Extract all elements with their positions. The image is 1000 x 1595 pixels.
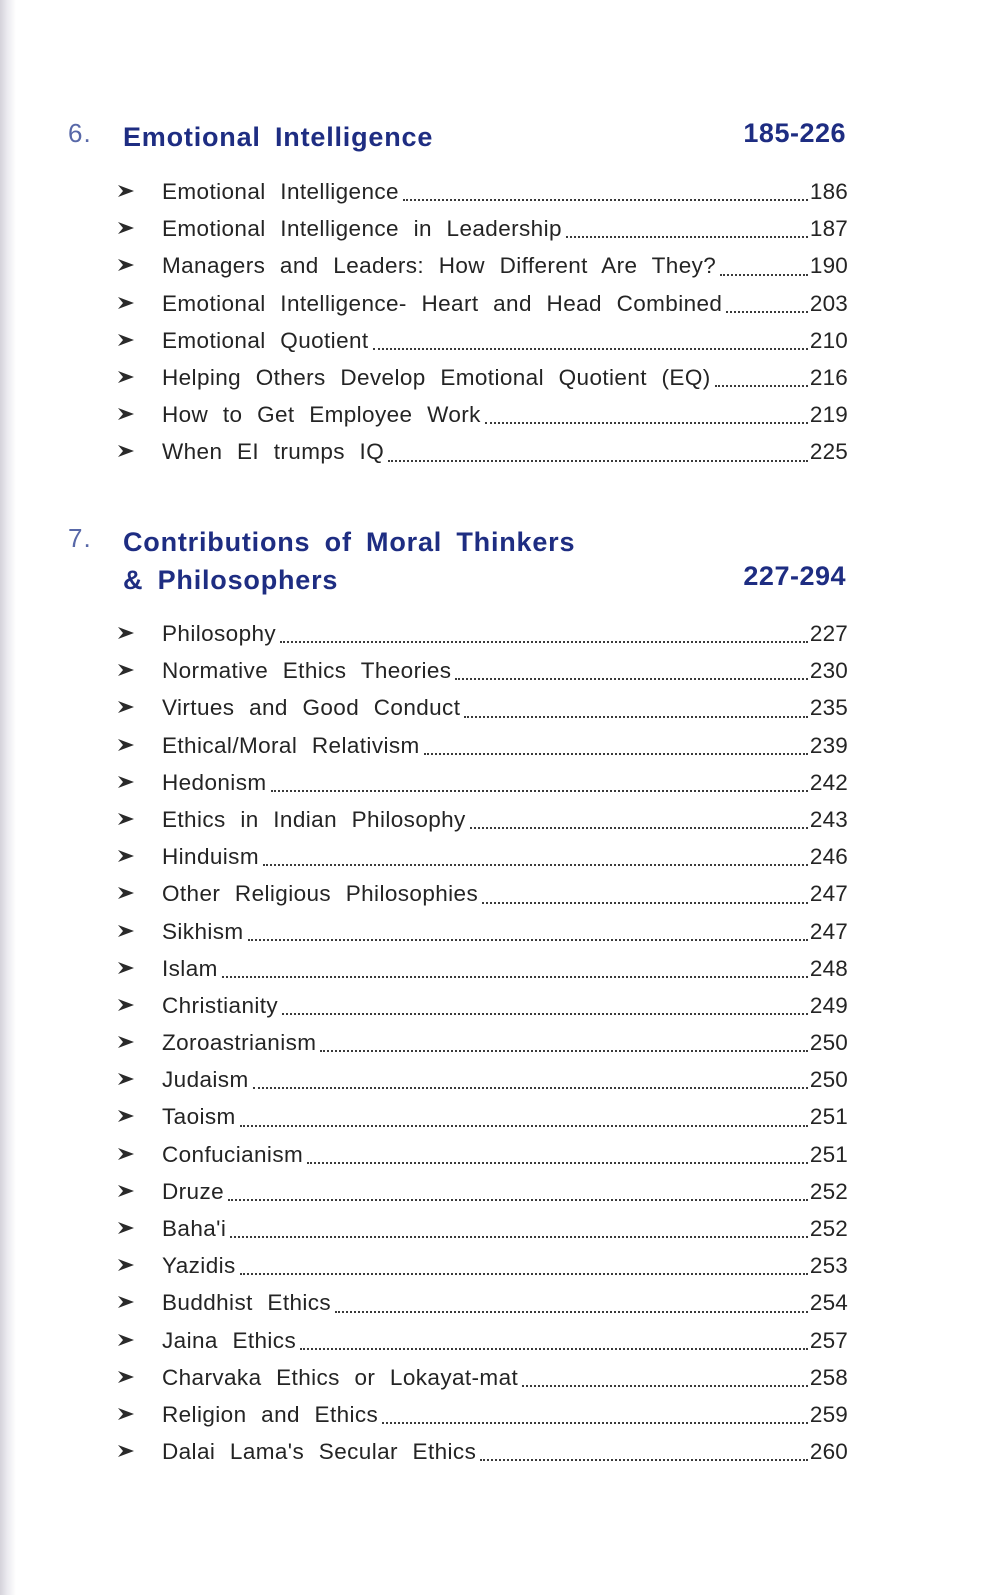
chapter-number: 7. [68,523,92,553]
toc-entry-page: 243 [809,806,848,832]
chapter-7-section [0,523,1000,1470]
toc-entry [0,433,1000,470]
arrowhead-bullet-icon [117,1359,139,1396]
toc-entry-label: Confucianism [162,1141,304,1167]
toc-entry [0,801,1000,838]
toc-entry [0,838,1000,875]
toc-entry-list [0,173,1000,471]
toc-entry-page: 251 [809,1104,848,1130]
dot-leader [470,826,808,829]
toc-entry [0,1322,1000,1359]
toc-entry-label: Jaina Ethics [162,1327,297,1353]
toc-entry-label: Hedonism [162,769,267,795]
toc-entry-label: Yazidis [162,1253,236,1279]
toc-entry-label: Judaism [162,1067,249,1093]
arrowhead-bullet-icon [117,875,139,912]
toc-entry-page: 216 [809,364,848,390]
toc-entry-page: 259 [809,1401,848,1427]
dot-leader [222,975,808,978]
toc-entry-line [162,396,848,433]
toc-entry-page: 190 [809,253,848,279]
toc-entry-label: Emotional Intelligence- Heart and Head Combined [162,290,723,316]
toc-entry-line [162,247,848,284]
toc-entry-page: 250 [809,1067,848,1093]
toc-entry [0,987,1000,1024]
toc-entry-line [162,1210,848,1247]
arrowhead-bullet-icon [117,322,139,359]
dot-leader [230,1235,808,1238]
arrowhead-bullet-icon [117,285,139,322]
arrowhead-bullet-icon [117,210,139,247]
dot-leader [335,1310,808,1313]
toc-entry [0,652,1000,689]
toc-entry [0,396,1000,433]
toc-entry [0,950,1000,987]
toc-entry-page: 257 [809,1327,848,1353]
toc-entry-line [162,913,848,950]
dot-leader [382,1421,808,1424]
toc-entry [0,1024,1000,1061]
arrowhead-bullet-icon [117,173,139,210]
dot-leader [522,1384,808,1387]
toc-entry-line [162,1061,848,1098]
dot-leader [464,715,808,718]
toc-entry-page: 187 [809,216,848,242]
toc-entry [0,875,1000,912]
dot-leader [480,1458,808,1461]
toc-entry-line [162,433,848,470]
arrowhead-bullet-icon [117,727,139,764]
chapter-title [123,523,683,599]
toc-entry-line [162,1247,848,1284]
toc-entry [0,1210,1000,1247]
toc-entry-page: 230 [809,658,848,684]
dot-leader [485,421,808,424]
toc-entry-label: Hinduism [162,844,259,870]
toc-entry [0,689,1000,726]
toc-entry-page: 210 [809,327,848,353]
toc-entry [0,322,1000,359]
arrowhead-bullet-icon [117,1061,139,1098]
arrowhead-bullet-icon [117,359,139,396]
toc-entry [0,359,1000,396]
toc-entry-line [162,1359,848,1396]
toc-entry-label: Normative Ethics Theories [162,658,452,684]
toc-entry-label: How to Get Employee Work [162,402,481,428]
dot-leader [228,1198,808,1201]
dot-leader [720,273,808,276]
arrowhead-bullet-icon [117,1024,139,1061]
dot-leader [455,677,807,680]
toc-entry-line [162,1322,848,1359]
toc-entry-page: 251 [809,1141,848,1167]
dot-leader [248,938,808,941]
toc-entry-page: 246 [809,844,848,870]
toc-entry-label: Buddhist Ethics [162,1290,332,1316]
toc-entry-label: Taoism [162,1104,236,1130]
toc-entry [0,1173,1000,1210]
arrowhead-bullet-icon [117,1247,139,1284]
toc-entry [0,764,1000,801]
toc-entry-line [162,173,848,210]
toc-entry-line [162,1136,848,1173]
arrowhead-bullet-icon [117,1322,139,1359]
chapter-number: 6. [68,118,92,148]
toc-entry [0,173,1000,210]
arrowhead-bullet-icon [117,1396,139,1433]
toc-entry [0,1284,1000,1321]
toc-entry-line [162,1024,848,1061]
dot-leader [263,863,808,866]
chapter-page-range: 227-294 [743,561,846,591]
toc-entry [0,285,1000,322]
toc-entry [0,1136,1000,1173]
toc-entry-label: Islam [162,955,218,981]
toc-entry-line [162,322,848,359]
toc-entry-label: Emotional Intelligence [162,179,399,204]
dot-leader [300,1347,808,1350]
toc-entry-label: Dalai Lama's Secular Ethics [162,1439,477,1465]
toc-entry-line [162,727,848,764]
toc-entry-page: 242 [809,769,848,795]
toc-entry [0,615,1000,652]
arrowhead-bullet-icon [117,1173,139,1210]
toc-entry-label: Ethical/Moral Relativism [162,732,420,758]
toc-entry-line [162,689,848,726]
toc-entry [0,1061,1000,1098]
toc-entry-page: 252 [809,1178,848,1204]
toc-entry-label: Christianity [162,992,279,1018]
toc-entry-line [162,359,848,396]
dot-leader [282,1012,808,1015]
toc-entry-line [162,875,848,912]
toc-entry [0,1098,1000,1135]
toc-entry [0,1433,1000,1470]
arrowhead-bullet-icon [117,1098,139,1135]
toc-entry-page: 219 [809,402,848,428]
chapter-page-range: 185-226 [743,118,846,148]
dot-leader [482,901,808,904]
toc-entry-line [162,987,848,1024]
dot-leader [253,1086,808,1089]
dot-leader [715,384,808,387]
arrowhead-bullet-icon [117,433,139,470]
toc-entry [0,913,1000,950]
toc-entry-line [162,652,848,689]
toc-entry-label: Zoroastrianism [162,1030,317,1056]
dot-leader [320,1049,807,1052]
chapter-heading [0,118,1000,162]
toc-entry-line [162,1396,848,1433]
dot-leader [307,1161,808,1164]
toc-entry-page: 258 [809,1364,848,1390]
toc-entry-line [162,1433,848,1470]
arrowhead-bullet-icon [117,1210,139,1247]
toc-entry-page: 203 [809,290,848,316]
dot-leader [403,198,808,201]
toc-entry-page: 227 [809,621,848,646]
toc-entry-line [162,950,848,987]
toc-entry-line [162,801,848,838]
toc-entry-label: Sikhism [162,918,244,944]
toc-entry-line [162,210,848,247]
toc-entry-page: 250 [809,1030,848,1056]
arrowhead-bullet-icon [117,987,139,1024]
toc-entry-page: 247 [809,881,848,907]
chapter-title-line: Contributions of Moral Thinkers [123,527,576,557]
toc-entry-page: 248 [809,955,848,981]
toc-entry [0,727,1000,764]
arrowhead-bullet-icon [117,689,139,726]
toc-entry-label: Philosophy [162,621,277,646]
toc-entry-line [162,1098,848,1135]
arrowhead-bullet-icon [117,913,139,950]
toc-entry-page: 254 [809,1290,848,1316]
toc-entry [0,1396,1000,1433]
toc-entry-line [162,1173,848,1210]
toc-entry-label: Helping Others Develop Emotional Quotient (EQ) [162,364,711,390]
arrowhead-bullet-icon [117,838,139,875]
toc-entry-page: 186 [809,179,848,204]
toc-entry-page: 249 [809,992,848,1018]
dot-leader [566,235,808,238]
toc-entry-label: Virtues and Good Conduct [162,695,461,721]
chapter-title [123,118,683,156]
toc-entry-page: 235 [809,695,848,721]
arrowhead-bullet-icon [117,1136,139,1173]
toc-entry-label: Baha'i [162,1216,227,1241]
dot-leader [271,789,808,792]
toc-entry-page: 225 [809,439,848,465]
toc-entry-line [162,838,848,875]
toc-entry [0,210,1000,247]
toc-entry [0,1359,1000,1396]
toc-entry-page: 239 [809,732,848,758]
dot-leader [424,752,808,755]
toc-entry [0,247,1000,284]
toc-entry-label: Ethics in Indian Philosophy [162,806,466,832]
toc-entry-page: 252 [809,1216,848,1241]
toc-entry-line [162,615,848,652]
chapter-title-line: Emotional Intelligence [123,122,434,152]
toc-entry-page: 247 [809,918,848,944]
toc-entry-label: Emotional Quotient [162,327,369,353]
arrowhead-bullet-icon [117,801,139,838]
arrowhead-bullet-icon [117,1284,139,1321]
toc-entry-label: Emotional Intelligence in Leadership [162,216,562,242]
arrowhead-bullet-icon [117,950,139,987]
arrowhead-bullet-icon [117,396,139,433]
arrowhead-bullet-icon [117,247,139,284]
toc-entry-line [162,764,848,801]
dot-leader [373,347,808,350]
chapter-6-section [0,118,1000,471]
arrowhead-bullet-icon [117,764,139,801]
arrowhead-bullet-icon [117,615,139,652]
dot-leader [240,1124,808,1127]
toc-entry-page: 260 [809,1439,848,1465]
dot-leader [726,310,808,313]
toc-entry-label: Druze [162,1178,225,1204]
arrowhead-bullet-icon [117,652,139,689]
toc-entry-list [0,615,1000,1470]
arrowhead-bullet-icon [117,1433,139,1470]
toc-entry-line [162,1284,848,1321]
toc-entry-label: Other Religious Philosophies [162,881,479,907]
chapter-heading [0,523,1000,603]
dot-leader [388,459,808,462]
toc-entry-label: Charvaka Ethics or Lokayat-mat [162,1364,519,1390]
dot-leader [240,1272,808,1275]
toc-entry-label: When EI trumps IQ [162,439,385,465]
toc-entry-label: Managers and Leaders: How Different Are They? [162,253,717,279]
toc-entry-line [162,285,848,322]
toc-entry-label: Religion and Ethics [162,1401,379,1427]
chapter-title-line: & Philosophers [123,565,339,595]
toc-entry-page: 253 [809,1253,848,1279]
dot-leader [280,640,808,643]
toc-entry [0,1247,1000,1284]
